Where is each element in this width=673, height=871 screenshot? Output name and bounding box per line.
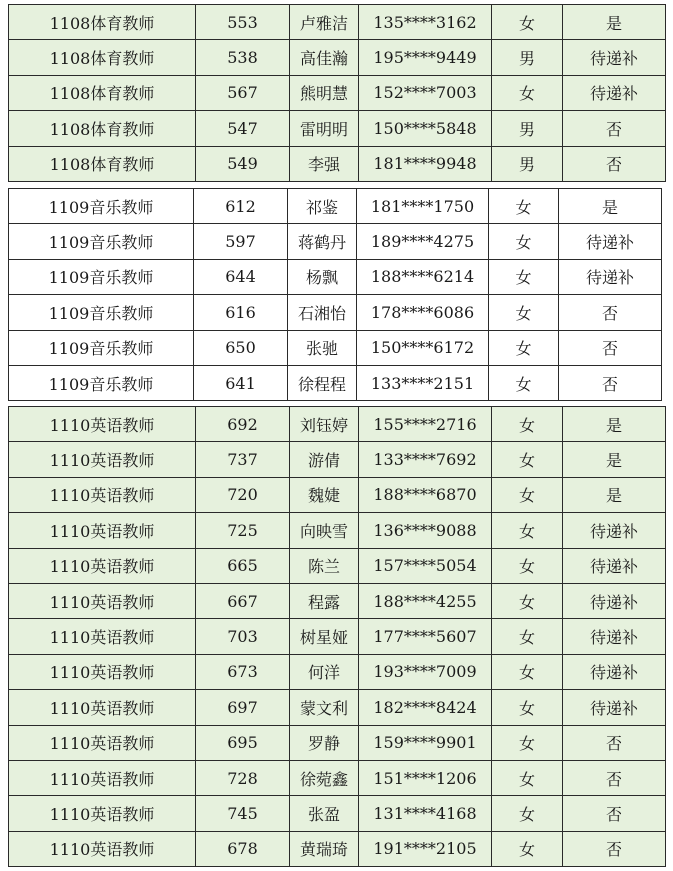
- phone-cell: 178****6086: [357, 295, 489, 329]
- table-row: [9, 549, 666, 584]
- position-cell: 1110英语教师: [9, 690, 196, 724]
- status-cell: 待递补: [559, 260, 662, 294]
- table-row: [9, 366, 662, 401]
- phone-cell: 189****4275: [357, 224, 489, 258]
- name-cell: 李强: [290, 147, 359, 181]
- score-cell: 725: [196, 513, 290, 547]
- phone-cell: 188****6214: [357, 260, 489, 294]
- score-cell: 678: [196, 832, 290, 866]
- status-cell: 待递补: [559, 224, 662, 258]
- phone-cell: 188****4255: [359, 584, 492, 618]
- gender-cell: 女: [492, 513, 563, 547]
- name-cell: 杨飘: [288, 260, 357, 294]
- position-cell: 1109音乐教师: [9, 260, 194, 294]
- phone-cell: 150****6172: [357, 331, 489, 365]
- gender-cell: 女: [492, 76, 563, 110]
- position-cell: 1109音乐教师: [9, 224, 194, 258]
- phone-cell: 159****9901: [359, 726, 492, 760]
- gender-cell: 女: [492, 407, 563, 441]
- status-cell: 否: [563, 111, 666, 145]
- score-cell: 616: [194, 295, 288, 329]
- section-1108: [8, 4, 666, 182]
- table-row: [9, 478, 666, 513]
- phone-cell: 151****1206: [359, 761, 492, 795]
- table-row: [9, 584, 666, 619]
- name-cell: 树星娅: [290, 619, 359, 653]
- score-cell: 650: [194, 331, 288, 365]
- name-cell: 徐程程: [288, 366, 357, 400]
- gender-cell: 男: [492, 111, 563, 145]
- status-cell: 是: [563, 407, 666, 441]
- status-cell: 待递补: [563, 40, 666, 74]
- name-cell: 张盈: [290, 796, 359, 830]
- position-cell: 1109音乐教师: [9, 366, 194, 400]
- table-row: [9, 189, 662, 224]
- score-cell: 553: [196, 5, 290, 39]
- name-cell: 祁鉴: [288, 189, 357, 223]
- name-cell: 黄瑞琦: [290, 832, 359, 866]
- phone-cell: 133****2151: [357, 366, 489, 400]
- status-cell: 否: [563, 726, 666, 760]
- position-cell: 1110英语教师: [9, 619, 196, 653]
- name-cell: 徐菀鑫: [290, 761, 359, 795]
- name-cell: 蒋鹤丹: [288, 224, 357, 258]
- gender-cell: 女: [489, 366, 559, 400]
- status-cell: 是: [563, 5, 666, 39]
- status-cell: 否: [563, 761, 666, 795]
- name-cell: 卢雅洁: [290, 5, 359, 39]
- table-row: [9, 331, 662, 366]
- position-cell: 1110英语教师: [9, 584, 196, 618]
- gender-cell: 女: [492, 5, 563, 39]
- position-cell: 1108体育教师: [9, 40, 196, 74]
- name-cell: 陈兰: [290, 549, 359, 583]
- name-cell: 雷明明: [290, 111, 359, 145]
- phone-cell: 193****7009: [359, 655, 492, 689]
- phone-cell: 181****1750: [357, 189, 489, 223]
- phone-cell: 135****3162: [359, 5, 492, 39]
- score-cell: 549: [196, 147, 290, 181]
- gender-cell: 女: [492, 442, 563, 476]
- table-row: [9, 147, 666, 182]
- table-row: [9, 832, 666, 867]
- table-row: [9, 76, 666, 111]
- gender-cell: 女: [489, 295, 559, 329]
- status-cell: 否: [559, 331, 662, 365]
- score-cell: 667: [196, 584, 290, 618]
- score-cell: 728: [196, 761, 290, 795]
- status-cell: 待递补: [563, 513, 666, 547]
- position-cell: 1109音乐教师: [9, 189, 194, 223]
- gender-cell: 女: [492, 726, 563, 760]
- gender-cell: 女: [492, 584, 563, 618]
- status-cell: 是: [559, 189, 662, 223]
- name-cell: 向映雪: [290, 513, 359, 547]
- status-cell: 待递补: [563, 549, 666, 583]
- gender-cell: 女: [492, 690, 563, 724]
- section-1110: [8, 406, 666, 867]
- position-cell: 1110英语教师: [9, 832, 196, 866]
- position-cell: 1110英语教师: [9, 655, 196, 689]
- status-cell: 待递补: [563, 584, 666, 618]
- section-1109: [8, 188, 662, 401]
- position-cell: 1108体育教师: [9, 111, 196, 145]
- gender-cell: 女: [489, 224, 559, 258]
- position-cell: 1108体育教师: [9, 5, 196, 39]
- position-cell: 1108体育教师: [9, 76, 196, 110]
- name-cell: 罗静: [290, 726, 359, 760]
- phone-cell: 152****7003: [359, 76, 492, 110]
- score-cell: 745: [196, 796, 290, 830]
- phone-cell: 191****2105: [359, 832, 492, 866]
- name-cell: 刘钰婷: [290, 407, 359, 441]
- name-cell: 张驰: [288, 331, 357, 365]
- gender-cell: 女: [489, 189, 559, 223]
- table-row: [9, 442, 666, 477]
- status-cell: 是: [563, 478, 666, 512]
- name-cell: 程露: [290, 584, 359, 618]
- phone-cell: 136****9088: [359, 513, 492, 547]
- score-cell: 703: [196, 619, 290, 653]
- gender-cell: 女: [492, 655, 563, 689]
- table-row: [9, 5, 666, 40]
- status-cell: 否: [559, 295, 662, 329]
- table-row: [9, 111, 666, 146]
- gender-cell: 男: [492, 40, 563, 74]
- phone-cell: 157****5054: [359, 549, 492, 583]
- score-cell: 547: [196, 111, 290, 145]
- status-cell: 否: [563, 147, 666, 181]
- score-cell: 644: [194, 260, 288, 294]
- name-cell: 高佳瀚: [290, 40, 359, 74]
- score-cell: 697: [196, 690, 290, 724]
- phone-cell: 155****2716: [359, 407, 492, 441]
- phone-cell: 131****4168: [359, 796, 492, 830]
- gender-cell: 女: [492, 761, 563, 795]
- phone-cell: 182****8424: [359, 690, 492, 724]
- phone-cell: 181****9948: [359, 147, 492, 181]
- status-cell: 待递补: [563, 690, 666, 724]
- table-row: [9, 295, 662, 330]
- position-cell: 1110英语教师: [9, 407, 196, 441]
- position-cell: 1110英语教师: [9, 796, 196, 830]
- table-row: [9, 224, 662, 259]
- gender-cell: 女: [492, 619, 563, 653]
- table-row: [9, 761, 666, 796]
- position-cell: 1109音乐教师: [9, 331, 194, 365]
- name-cell: 蒙文利: [290, 690, 359, 724]
- phone-cell: 188****6870: [359, 478, 492, 512]
- status-cell: 待递补: [563, 619, 666, 653]
- gender-cell: 女: [489, 331, 559, 365]
- name-cell: 石湘怡: [288, 295, 357, 329]
- position-cell: 1110英语教师: [9, 478, 196, 512]
- position-cell: 1110英语教师: [9, 726, 196, 760]
- status-cell: 否: [563, 832, 666, 866]
- table-row: [9, 796, 666, 831]
- position-cell: 1110英语教师: [9, 761, 196, 795]
- table-row: [9, 726, 666, 761]
- position-cell: 1110英语教师: [9, 513, 196, 547]
- score-cell: 567: [196, 76, 290, 110]
- gender-cell: 女: [492, 832, 563, 866]
- table-row: [9, 407, 666, 442]
- score-cell: 695: [196, 726, 290, 760]
- table-row: [9, 513, 666, 548]
- table-row: [9, 260, 662, 295]
- phone-cell: 133****7692: [359, 442, 492, 476]
- phone-cell: 150****5848: [359, 111, 492, 145]
- score-cell: 720: [196, 478, 290, 512]
- table-row: [9, 619, 666, 654]
- score-cell: 612: [194, 189, 288, 223]
- gender-cell: 女: [489, 260, 559, 294]
- position-cell: 1110英语教师: [9, 549, 196, 583]
- name-cell: 游倩: [290, 442, 359, 476]
- status-cell: 否: [559, 366, 662, 400]
- score-cell: 692: [196, 407, 290, 441]
- status-cell: 是: [563, 442, 666, 476]
- gender-cell: 女: [492, 796, 563, 830]
- table-row: [9, 40, 666, 75]
- status-cell: 否: [563, 796, 666, 830]
- phone-cell: 177****5607: [359, 619, 492, 653]
- table-row: [9, 655, 666, 690]
- position-cell: 1109音乐教师: [9, 295, 194, 329]
- score-cell: 538: [196, 40, 290, 74]
- name-cell: 魏婕: [290, 478, 359, 512]
- score-cell: 597: [194, 224, 288, 258]
- name-cell: 何洋: [290, 655, 359, 689]
- phone-cell: 195****9449: [359, 40, 492, 74]
- position-cell: 1110英语教师: [9, 442, 196, 476]
- score-cell: 673: [196, 655, 290, 689]
- score-cell: 641: [194, 366, 288, 400]
- status-cell: 待递补: [563, 655, 666, 689]
- gender-cell: 女: [492, 478, 563, 512]
- position-cell: 1108体育教师: [9, 147, 196, 181]
- table-row: [9, 690, 666, 725]
- status-cell: 待递补: [563, 76, 666, 110]
- score-cell: 665: [196, 549, 290, 583]
- score-cell: 737: [196, 442, 290, 476]
- gender-cell: 女: [492, 549, 563, 583]
- gender-cell: 男: [492, 147, 563, 181]
- name-cell: 熊明慧: [290, 76, 359, 110]
